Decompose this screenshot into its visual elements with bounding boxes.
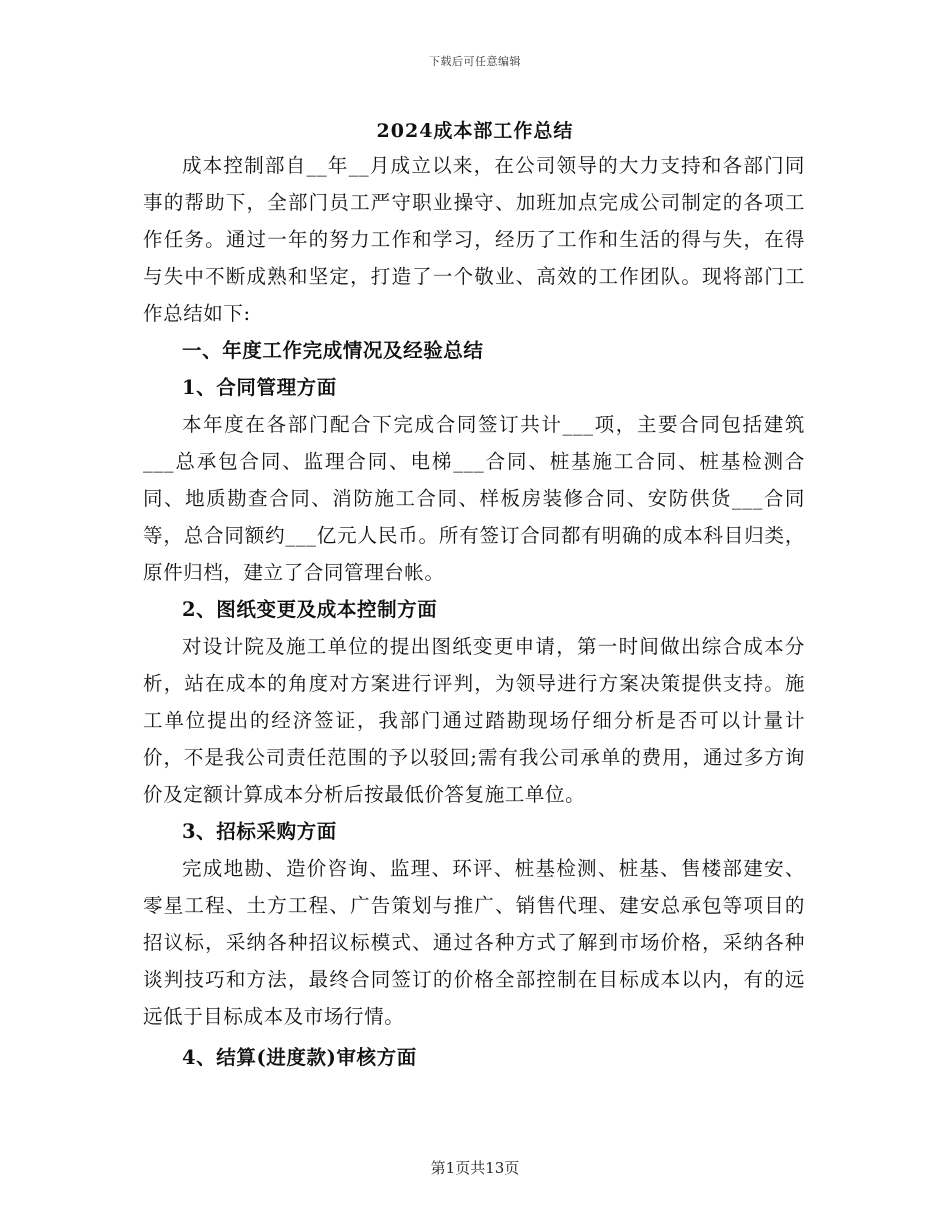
subsection-heading-contract: 1、合同管理方面 (182, 376, 337, 399)
contract-paragraph: 本年度在各部门配合下完成合同签订共计___项，主要合同包括建筑___总承包合同、监理合同、电梯___合同、桩基施工合同、桩基检测合同、地质勘查合同、消防施工合同、样板房装修合同、安防供货___合同等，总合同额约___亿元人民币。所有签订合同都有明确的成本科目归类，原件归档，建立了合同管理台帐。 (143, 413, 805, 584)
page-number: 第1页共13页 (430, 1159, 520, 1177)
document-body (143, 147, 805, 1076)
subsection-heading-bidding: 3、招标采购方面 (182, 820, 337, 843)
document-title: 2024成本部工作总结 (376, 120, 574, 142)
bidding-paragraph: 完成地勘、造价咨询、监理、环评、桩基检测、桩基、售楼部建安、零星工程、土方工程、广告策划与推广、销售代理、建安总承包等项目的招议标，采纳各种招议标模式、通过各种方式了解到市场价格，采纳各种谈判技巧和方法，最终合同签订的价格全部控制在目标成本以内，有的远远低于目标成本及市场行情。 (143, 857, 805, 1028)
section-heading-1: 一、年度工作完成情况及经验总结 (182, 339, 484, 362)
subsection-heading-drawing-change: 2、图纸变更及成本控制方面 (182, 598, 438, 621)
intro-paragraph: 成本控制部自__年__月成立以来，在公司领导的大力支持和各部门同事的帮助下，全部门员工严守职业操守、加班加点完成公司制定的各项工作任务。通过一年的努力工作和学习，经历了工作和生活的得与失，在得与失中不断成熟和坚定，打造了一个敬业、高效的工作团队。现将部门工作总结如下: (143, 154, 805, 325)
header-note: 下载后可任意编辑 (429, 55, 521, 68)
subsection-heading-settlement: 4、结算(进度款)审核方面 (182, 1046, 417, 1069)
drawing-change-paragraph: 对设计院及施工单位的提出图纸变更申请，第一时间做出综合成本分析，站在成本的角度对方案进行评判，为领导进行方案决策提供支持。施工单位提出的经济签证，我部门通过踏勘现场仔细分析是否可以计量计价，不是我公司责任范围的予以驳回;需有我公司承单的费用，通过多方询价及定额计算成本分析后按最低价答复施工单位。 (143, 635, 805, 806)
